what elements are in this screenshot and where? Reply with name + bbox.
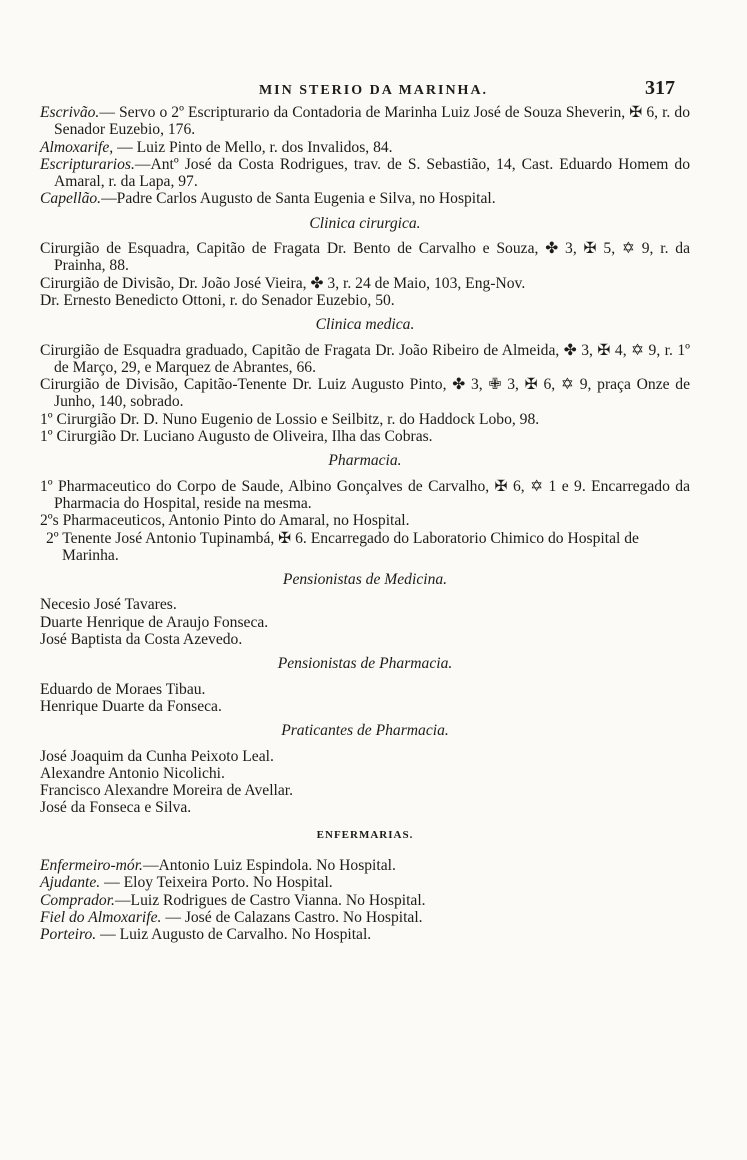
section-heading-pharmacia: Pharmacia. — [328, 452, 402, 470]
list-item: Cirurgião de Esquadra graduado, Capitão de Fragata Dr. João Ribeiro de Almeida, ✤ 3, ✠ 4, ✡ 9, r. 1º de Março, 29, e Marquez de Abrantes, 66. — [40, 341, 690, 376]
capellao-entry — [40, 190, 690, 207]
list-item — [40, 892, 690, 909]
role-text: —Antonio Luiz Espindola. No Hospital. — [142, 856, 396, 874]
escrivao-entry — [40, 104, 690, 139]
list-item: 2º Tenente José Antonio Tupinambá, ✠ 6. Encarregado do Laboratorio Chimico do Hospital de Marinha. — [46, 529, 639, 564]
capellao-label: Capellão. — [40, 190, 102, 208]
section-heading-praticantes: Praticantes de Pharmacia. — [281, 722, 449, 740]
list-item — [40, 926, 690, 943]
almoxarife-label: Almoxarife, — [40, 138, 114, 156]
escripturarios-entry — [40, 156, 690, 191]
section-heading-clinica-medica: Clinica medica. — [315, 316, 415, 334]
list-item: 1º Cirurgião Dr. D. Nuno Eugenio de Lossio e Seilbitz, r. do Haddock Lobo, 98. — [40, 410, 540, 428]
list-item: Cirurgião de Divisão, Capitão-Tenente Dr. Luiz Augusto Pinto, ✤ 3, ✙ 3, ✠ 6, ✡ 9, praça Onze de Junho, 140, sobrado. — [40, 376, 690, 411]
section-heading-clinica-cirurgica: Clinica cirurgica. — [309, 214, 421, 232]
almoxarife-text: — Luiz Pinto de Mello, r. dos Invalidos, 84. — [117, 138, 393, 156]
almoxarife-entry — [40, 139, 690, 156]
role-label: Porteiro. — [40, 926, 97, 944]
page-body — [40, 104, 690, 943]
list-item: José Baptista da Costa Azevedo. — [40, 631, 243, 649]
running-head: MIN STERIO DA MARINHA. — [258, 83, 489, 98]
capellao-text: —Padre Carlos Augusto de Santa Eugenia e Silva, no Hospital. — [101, 190, 496, 208]
list-item: José Joaquim da Cunha Peixoto Leal. — [40, 747, 274, 765]
list-item — [40, 857, 690, 874]
role-text: — José de Calazans Castro. No Hospital. — [161, 908, 423, 926]
list-item: Cirurgião de Divisão, Dr. João José Vieira, ✤ 3, r. 24 de Maio, 103, Eng-Nov. — [40, 274, 526, 292]
list-item — [40, 874, 690, 891]
escripturarios-label: Escripturarios. — [40, 155, 135, 173]
list-item: Dr. Ernesto Benedicto Ottoni, r. do Senador Euzebio, 50. — [40, 291, 395, 309]
list-item: 1º Cirurgião Dr. Luciano Augusto de Oliveira, Ilha das Cobras. — [40, 428, 433, 446]
section-heading-pensionistas-medicina: Pensionistas de Medicina. — [282, 571, 448, 589]
list-item: Necesio José Tavares. — [40, 596, 177, 614]
escrivao-label: Escrivão. — [40, 104, 100, 121]
list-item: José da Fonseca e Silva. — [40, 799, 192, 817]
list-item: Duarte Henrique de Araujo Fonseca. — [40, 613, 269, 631]
list-item: Alexandre Antonio Nicolichi. — [40, 764, 225, 782]
section-heading-pensionistas-pharmacia: Pensionistas de Pharmacia. — [277, 655, 453, 673]
role-label: Enfermeiro-mór. — [40, 856, 143, 874]
list-item: Eduardo de Moraes Tibau. — [40, 680, 206, 698]
list-item: Cirurgião de Esquadra, Capitão de Fragata Dr. Bento de Carvalho e Souza, ✤ 3, ✠ 5, ✡ 9, r. da Prainha, 88. — [40, 240, 690, 275]
list-item — [40, 909, 690, 926]
escripturarios-text: —Antº José da Costa Rodrigues, trav. de S. Sebastião, 14, Cast. Eduardo Homem do Amaral, r. da Lapa, 97. — [54, 155, 690, 191]
list-item: 1º Pharmaceutico do Corpo de Saude, Albino Gonçalves de Carvalho, ✠ 6, ✡ 1 e 9. Encarregado da Pharmacia do Hospital, reside na mesma. — [40, 477, 690, 512]
role-label: Fiel do Almoxarife. — [40, 908, 162, 926]
escrivao-text: — Servo o 2º Escripturario da Contadoria de Marinha Luiz José de Souza Sheverin, ✠ 6, r. do Senador Euzebio, 176. — [54, 104, 690, 139]
list-item: 2ºs Pharmaceuticos, Antonio Pinto do Amaral, no Hospital. — [40, 512, 410, 530]
list-item: Henrique Duarte da Fonseca. — [40, 697, 222, 715]
role-text: — Luiz Augusto de Carvalho. No Hospital. — [96, 926, 372, 944]
role-label: Ajudante. — [40, 874, 101, 892]
list-item: Francisco Alexandre Moreira de Avellar. — [40, 782, 294, 800]
role-text: — Eloy Teixeira Porto. No Hospital. — [100, 874, 333, 892]
role-text: —Luiz Rodrigues de Castro Vianna. No Hospital. — [114, 891, 426, 909]
section-heading-enfermarias: ENFERMARIAS. — [316, 828, 414, 841]
role-label: Comprador. — [40, 891, 115, 909]
page-number: 317 — [645, 77, 675, 99]
